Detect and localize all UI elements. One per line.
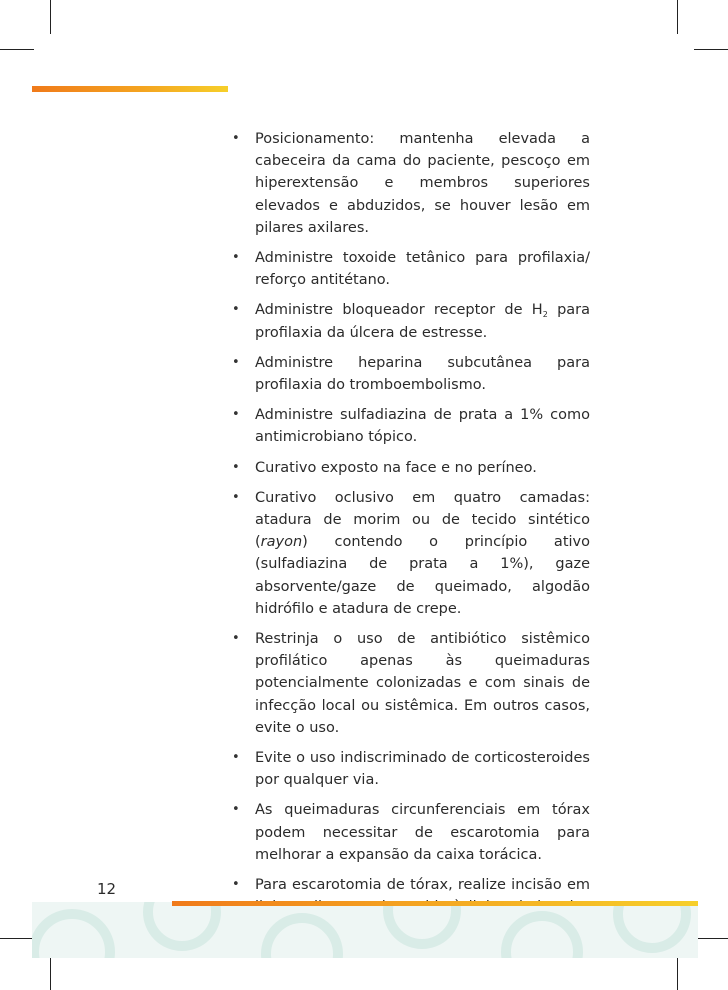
- list-item: [232, 799, 590, 866]
- list-item: [232, 628, 590, 739]
- list-item: [232, 299, 590, 343]
- bullet-marker: •: [232, 750, 240, 766]
- list-item: [232, 128, 590, 239]
- crop-mark: [677, 956, 678, 990]
- list-item: [232, 457, 590, 479]
- bullet-marker: •: [232, 631, 240, 647]
- footer-swirl-pattern: [32, 902, 698, 958]
- list-item-text: Curativo exposto na face e no períneo.: [255, 459, 537, 476]
- list-item: [232, 487, 590, 620]
- list-item-text: Administre toxoide tetânico para profilaxia/ reforço antitétano.: [255, 250, 590, 289]
- list-item-text: Restrinja o uso de antibiótico sistêmico profilático apenas às queimaduras potencialmente colonizadas e com sinais de infecção local ou sistêmica. Em outros casos, evite o uso.: [255, 631, 590, 736]
- list-item-text: Administre heparina subcutânea para profilaxia do tromboembolismo.: [255, 354, 590, 394]
- bullet-marker: •: [232, 131, 240, 146]
- footer-accent-bar: [172, 901, 698, 906]
- text-segment: Administre bloqueador receptor de H: [255, 302, 543, 319]
- subscript: 2: [542, 310, 548, 320]
- list-item-text: Evite o uso indiscriminado de corticosteroides por qualquer via.: [255, 750, 590, 789]
- list-item: [232, 747, 590, 791]
- bullet-marker: •: [232, 250, 240, 266]
- bullet-list-section: [232, 128, 590, 949]
- list-item: [232, 404, 590, 448]
- bullet-list: [232, 128, 590, 941]
- list-item-text: Posicionamento: mantenha elevada a cabeceira da cama do paciente, pescoço em hiperextensão e membros superiores elevados e abduzidos, se houver lesão em pilares axilares.: [255, 131, 590, 236]
- text-segment: ) contendo o princípio ativo (sulfadiazina de prata a 1%), gaze absorvente/gaze de queimado, algodão hidrófilo e atadura de crepe.: [255, 534, 590, 617]
- footer-decorative-band: [32, 902, 698, 958]
- bullet-marker: •: [232, 489, 240, 505]
- text-segment: Curativo oclusivo em quatro camadas: atadura de morim ou de tecido sintético (: [255, 489, 590, 551]
- bullet-marker: •: [232, 877, 240, 893]
- bullet-marker: •: [232, 354, 240, 370]
- list-item-text: [255, 490, 590, 617]
- list-item-text: As queimaduras circunferenciais em tórax podem necessitar de escarotomia para melhorar a expansão da caixa torácica.: [255, 802, 590, 863]
- header-accent-bar: [32, 86, 228, 92]
- list-item-text: Para escarotomia de tórax, realize incisão em: [255, 877, 590, 894]
- crop-mark: [694, 938, 728, 939]
- list-item: [232, 352, 590, 396]
- page-number: 12: [97, 880, 117, 898]
- crop-mark: [0, 49, 34, 50]
- bullet-marker: •: [232, 459, 240, 475]
- crop-mark: [50, 0, 51, 34]
- list-item: [232, 247, 590, 291]
- bullet-marker: •: [232, 302, 240, 318]
- crop-mark: [0, 938, 34, 939]
- italic-term: rayon: [260, 534, 303, 551]
- bullet-marker: •: [232, 407, 240, 423]
- crop-mark: [677, 0, 678, 34]
- bullet-marker: •: [232, 802, 240, 818]
- text-segment: para profilaxia da úlcera de estresse.: [255, 302, 591, 341]
- list-item-text: Administre sulfadiazina de prata a 1% como antimicrobiano tópico.: [255, 407, 590, 446]
- crop-mark: [50, 956, 51, 990]
- list-item-text: [255, 302, 590, 340]
- crop-mark: [694, 49, 728, 50]
